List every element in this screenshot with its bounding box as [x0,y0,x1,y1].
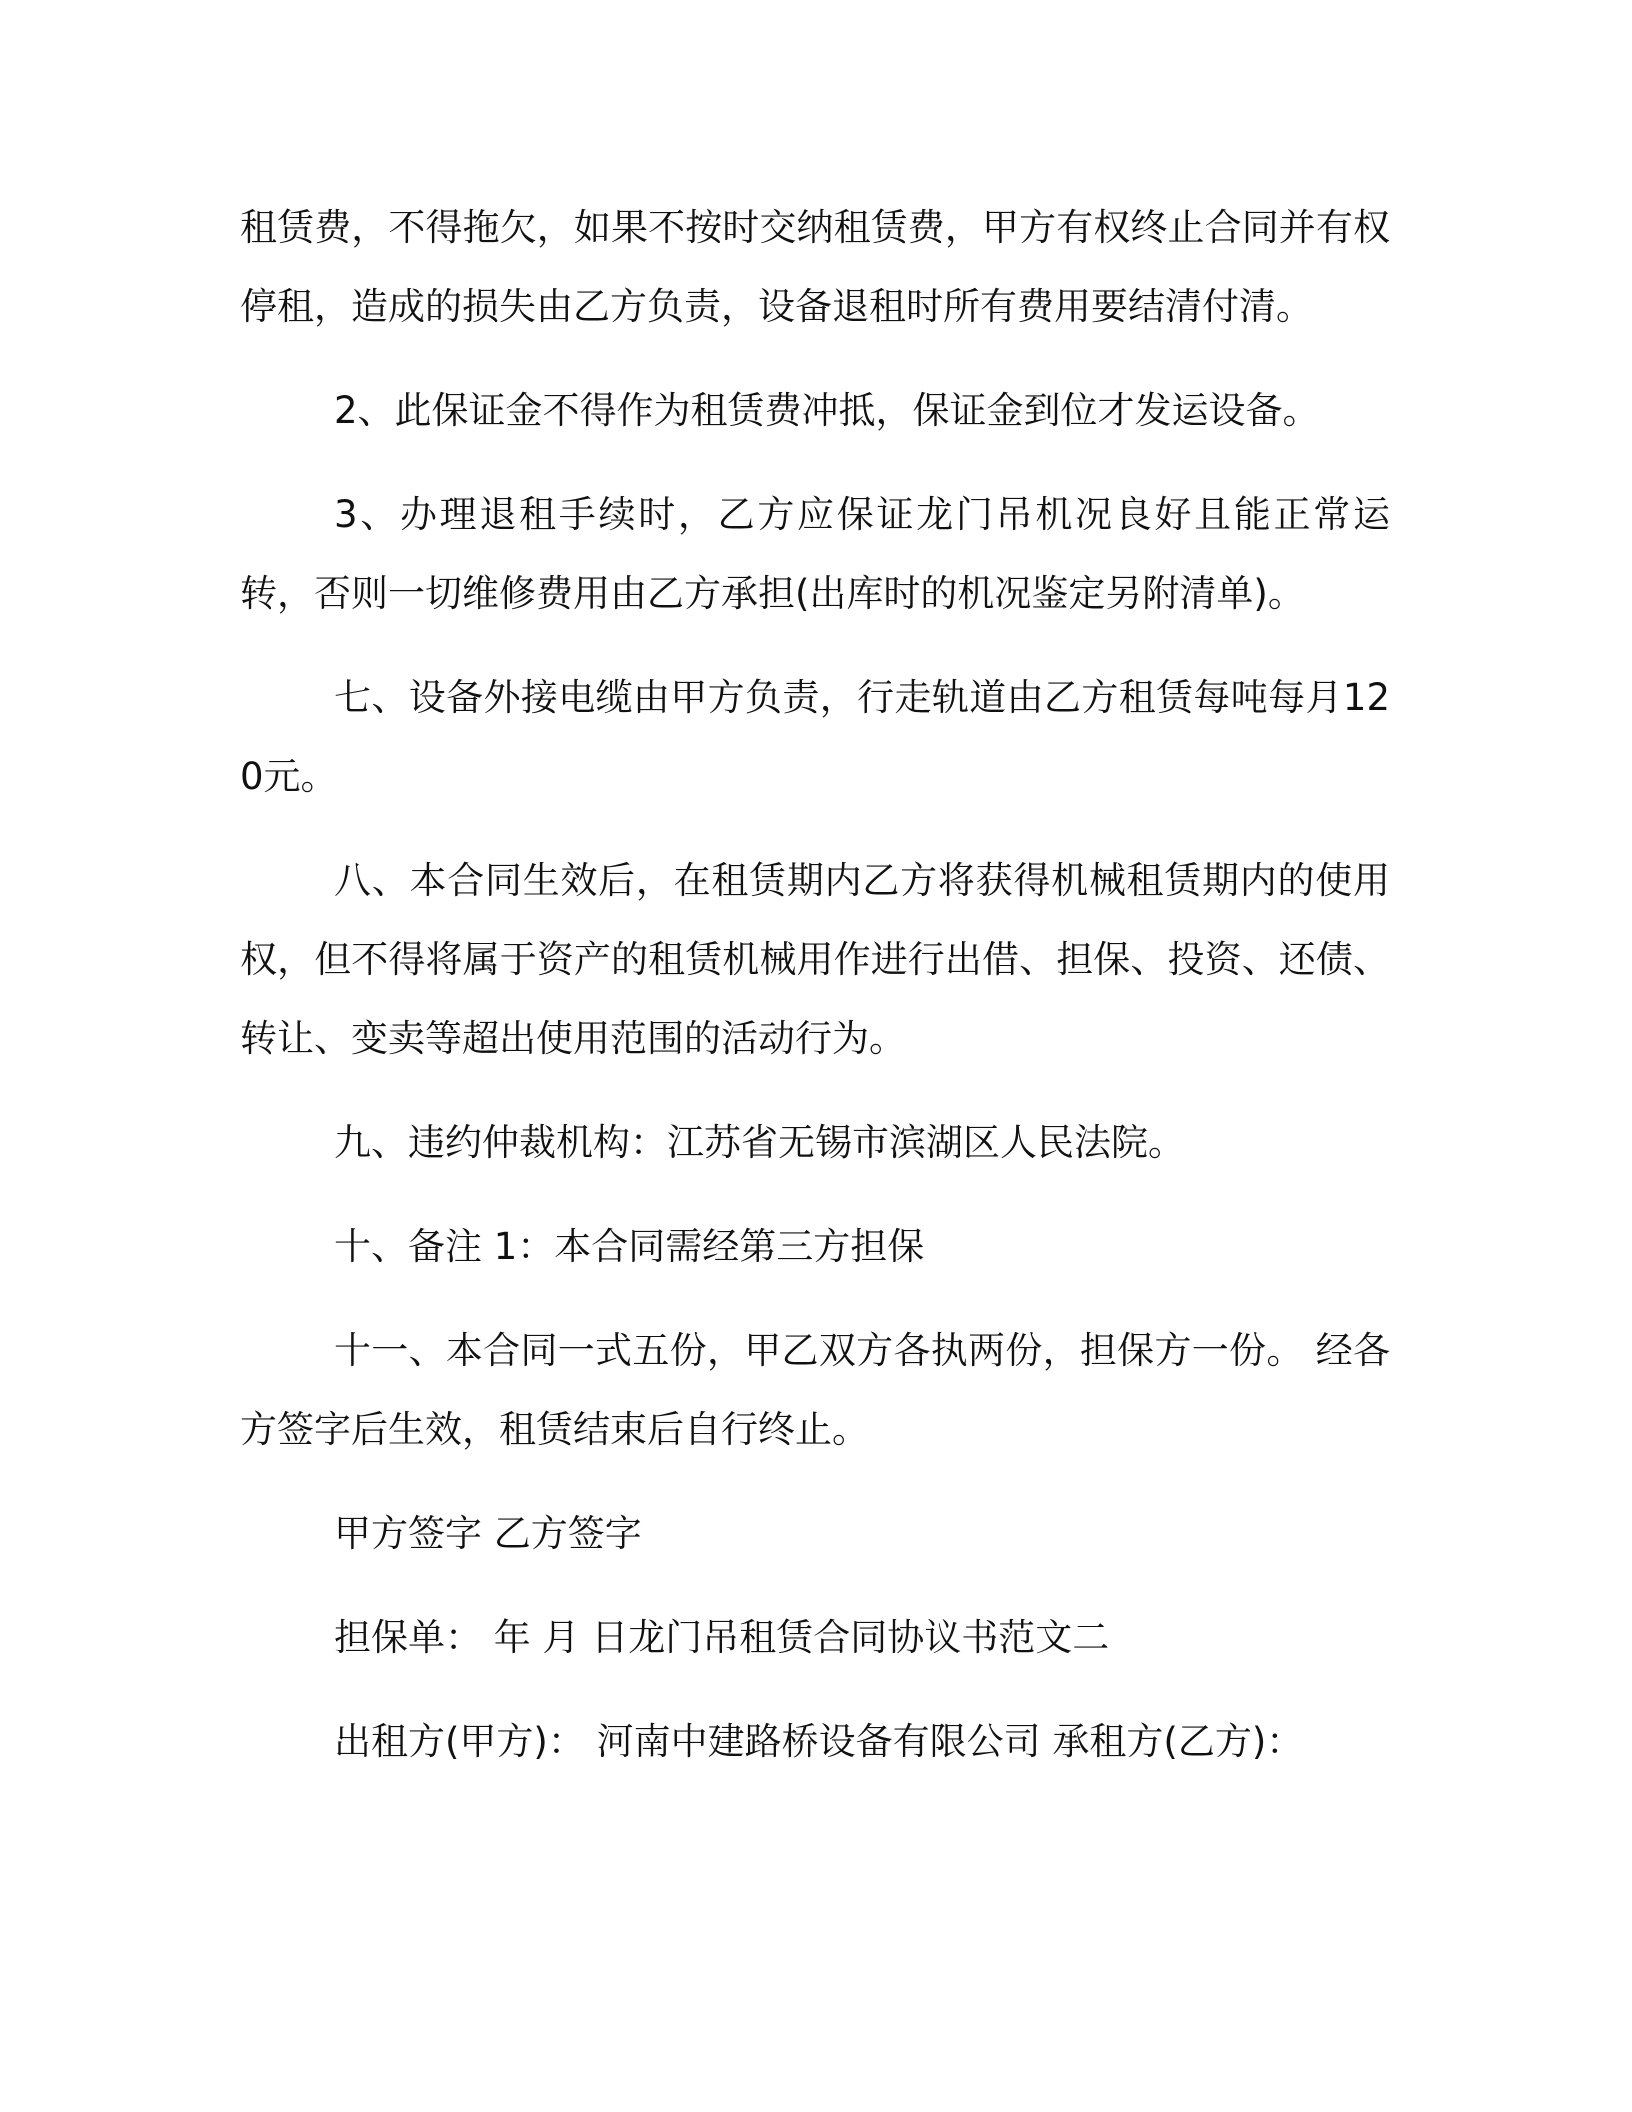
paragraph-deposit: 2、此保证金不得作为租赁费冲抵，保证金到位才发运设备。 [334,389,1320,432]
document-body [240,188,1390,1806]
paragraph-copies: 十一、本合同一式五份，甲乙双方各执两份，担保方一份。 经各方签字后生效，租赁结束后自行终止。 [240,1329,1390,1451]
paragraph-parties: 出租方(甲方)： 河南中建路桥设备有限公司 承租方(乙方)： [334,1720,1304,1763]
paragraph-cable-track: 七、设备外接电缆由甲方负责，行走轨道由乙方租赁每吨每月120元。 [240,676,1390,798]
paragraph-signatures: 甲方签字 乙方签字 [334,1512,642,1555]
paragraph-remark: 十、备注 1：本合同需经第三方担保 [334,1225,925,1268]
paragraph-return-procedure: 3、办理退租手续时，乙方应保证龙门吊机况良好且能正常运转，否则一切维修费用由乙方承担(出库时的机况鉴定另附清单)。 [240,493,1390,615]
paragraph-rental-fee: 租赁费，不得拖欠，如果不按时交纳租赁费，甲方有权终止合同并有权停租，造成的损失由乙方负责，设备退租时所有费用要结清付清。 [240,206,1390,328]
paragraph-guarantee-title: 担保单： 年 月 日龙门吊租赁合同协议书范文二 [334,1616,1110,1659]
paragraph-arbitration: 九、违约仲裁机构：江苏省无锡市滨湖区人民法院。 [334,1121,1185,1164]
paragraph-usage-rights: 八、本合同生效后，在租赁期内乙方将获得机械租赁期内的使用权，但不得将属于资产的租赁机械用作进行出借、担保、投资、还债、转让、变卖等超出使用范围的活动行为。 [240,859,1390,1060]
